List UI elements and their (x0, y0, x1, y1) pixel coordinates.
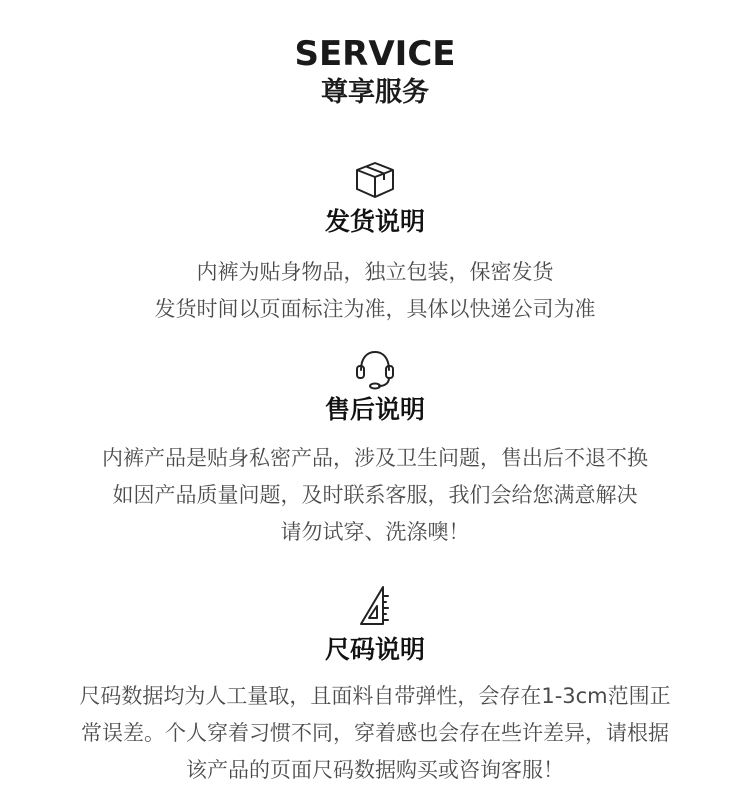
after-sales-line: 如因产品质量问题，及时联系客服，我们会给您满意解决 (112, 483, 638, 507)
after-sales-text (0, 440, 750, 551)
size-title: 尺码说明 (324, 635, 425, 664)
after-sales-line: 请勿试穿、洗涤噢！ (280, 520, 470, 544)
shipping-line: 内裤为贴身物品，独立包装，保密发货 (196, 260, 554, 284)
shipping-text (0, 254, 750, 328)
shipping-line: 发货时间以页面标注为准，具体以快递公司为准 (154, 297, 596, 321)
size-section (0, 584, 750, 789)
after-sales-title: 售后说明 (324, 395, 425, 424)
set-square-ruler-icon (355, 584, 395, 628)
after-sales-line: 内裤产品是贴身私密产品，涉及卫生问题，售出后不退不换 (102, 446, 648, 470)
service-header (0, 34, 750, 110)
shipping-section (0, 160, 750, 328)
size-line: 尺码数据均为人工量取，且面料自带弹性，会存在1-3cm范围正 (79, 684, 671, 708)
size-text (0, 678, 750, 789)
size-line: 该产品的页面尺码数据购买或咨询客服！ (186, 758, 564, 782)
after-sales-section (0, 348, 750, 551)
size-line: 常误差。个人穿着习惯不同，穿着感也会存在些许差异，请根据 (81, 721, 669, 745)
shipping-title: 发货说明 (324, 207, 425, 236)
package-box-icon (353, 160, 397, 200)
header-title-en: SERVICE (294, 34, 456, 74)
header-title-cn: 尊享服务 (321, 77, 429, 108)
headset-icon (353, 348, 397, 390)
